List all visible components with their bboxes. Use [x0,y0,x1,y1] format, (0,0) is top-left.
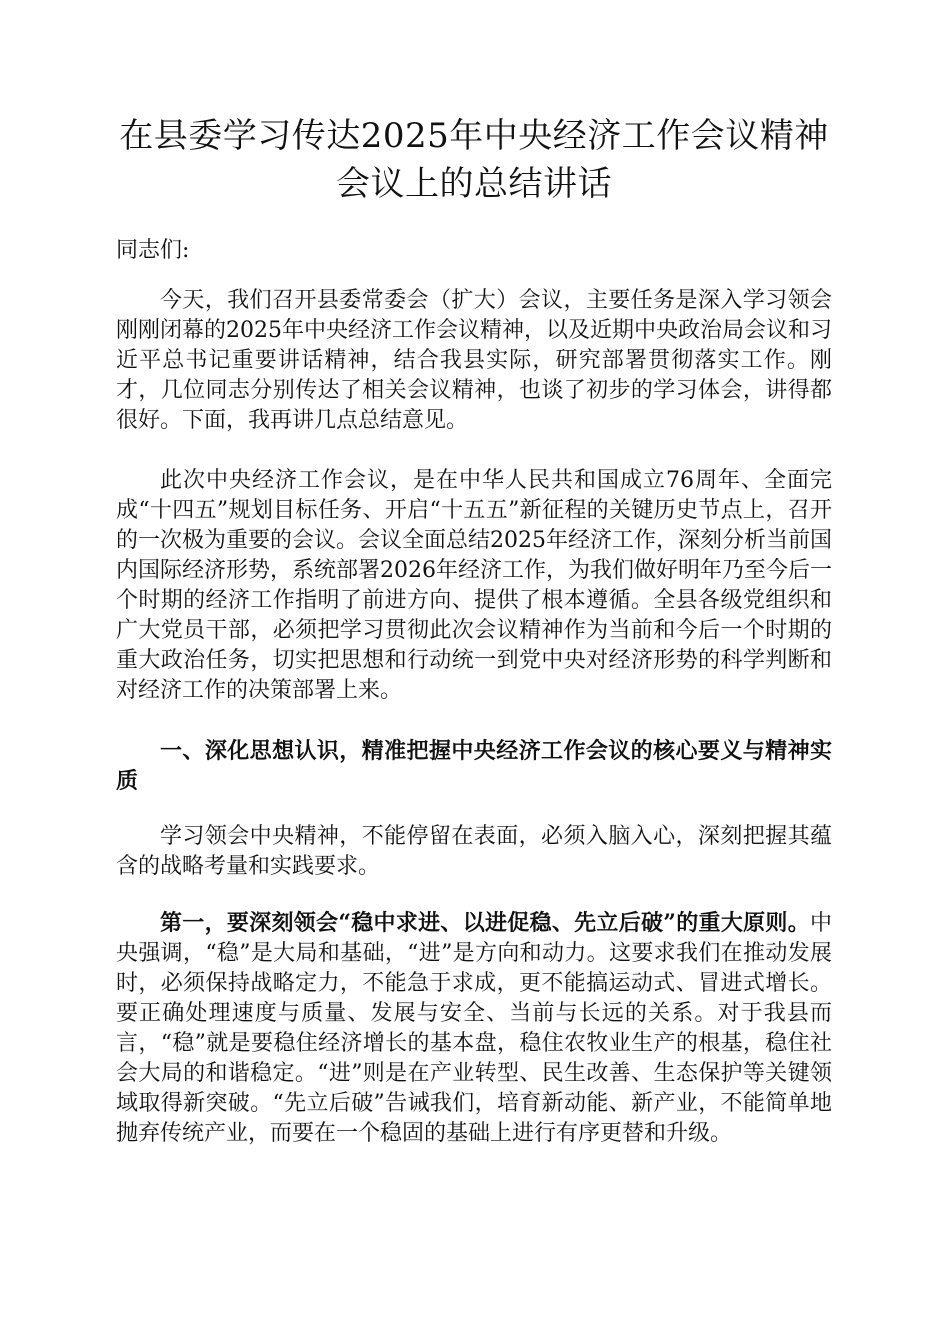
paragraph-meeting-significance: 此次中央经济工作会议，是在中华人民共和国成立76周年、全面完成“十四五”规划目标任务、开启“十五五”新征程的关键历史节点上，召开的一次极为重要的会议。会议全面总结2025年经济工作，深刻分析当前国内国际经济形势，系统部署2026年经济工作，为我们做好明年乃至今后一个时期的经济工作指明了前进方向、提供了根本遵循。全县各级党组织和广大党员干部，必须把学习贯彻此次会议精神作为当前和今后一个时期的重大政治任务，切实把思想和行动统一到党中央对经济形势的科学判断和对经济工作的决策部署上来。 [116,468,832,703]
salutation: 同志们: [116,238,190,263]
document-page [116,112,832,1149]
point-1-body: 中央强调，“稳”是大局和基础，“进”是方向和动力。这要求我们在推动发展时，必须保持战略定力，不能急于求成，更不能搞运动式、冒进式增长。要正确处理速度与质量、发展与安全、当前与长远的关系。对于我县而言，“稳”就是要稳住经济增长的基本盘，稳住农牧业生产的根基，稳住社会大局的和谐稳定。“进”则是在产业转型、民生改善、生态保护等关键领域取得新突破。“先立后破”告诫我们，培育新动能、新产业，不能简单地抛弃传统产业，而要在一个稳固的基础上进行有序更替和升级。 [116,911,832,1146]
document-title [116,112,832,208]
section-1-intro: 学习领会中央精神，不能停留在表面，必须入脑入心，深刻把握其蕴含的战略考量和实践要求。 [116,824,832,879]
paragraph-opening: 今天，我们召开县委常委会（扩大）会议，主要任务是深入学习领会刚刚闭幕的2025年中央经济工作会议精神，以及近期中央政治局会议和习近平总书记重要讲话精神，结合我县实际，研究部署贯彻落实工作。刚才，几位同志分别传达了相关会议精神，也谈了初步的学习体会，讲得都很好。下面，我再讲几点总结意见。 [116,288,832,433]
title-line-1: 在县委学习传达2025年中央经济工作会议精神 [119,116,829,156]
point-1-lead: 第一，要深刻领会“稳中求进、以进促稳、先立后破”的重大原则。 [160,910,810,936]
point-1-paragraph [116,908,832,1149]
title-line-2: 会议上的总结讲话 [336,164,612,204]
section-heading-1: 一、深化思想认识，精准把握中央经济工作会议的核心要义与精神实质 [116,738,832,794]
